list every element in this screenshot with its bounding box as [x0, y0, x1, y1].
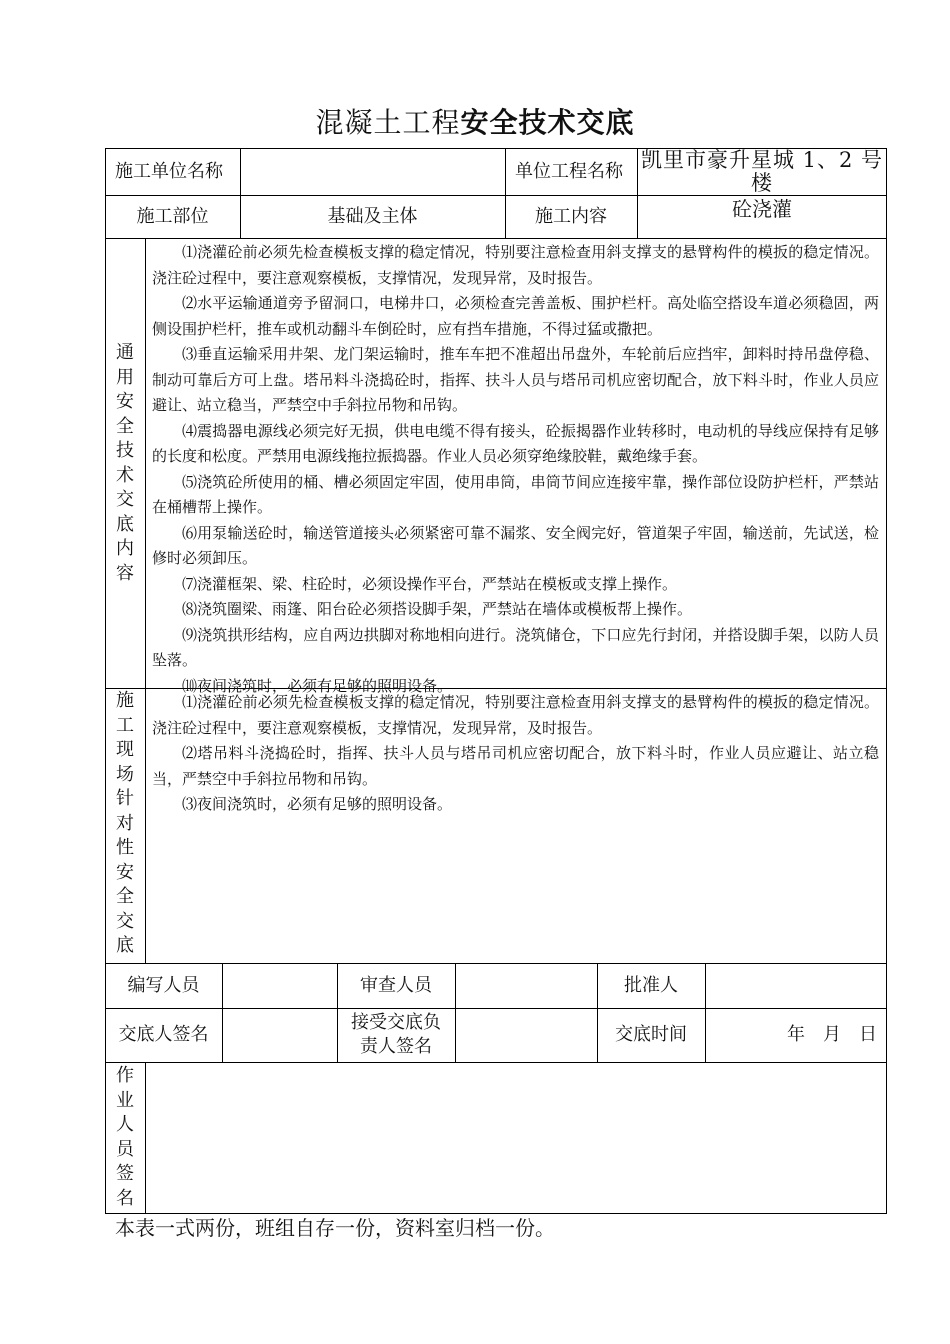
project-name-label: 单位工程名称	[515, 160, 623, 182]
col-divider	[637, 148, 638, 238]
footer-note: 本表一式两份，班组自存一份，资料室归档一份。	[115, 1216, 555, 1240]
paragraph: ⑹用泵输送砼时，输送管道接头必须紧密可靠不漏浆、安全阀完好，管道架子牢固，输送前，先试送，检修时必须卸压。	[152, 523, 879, 567]
paragraph: ⑼浇筑拱形结构，应自两边拱脚对称地相向进行。浇筑储仓，下口应先行封闭，并搭设脚手架，以防人员坠落。	[152, 625, 879, 669]
paragraph: ⑷震捣器电源线必须完好无损，供电电缆不得有接头，砼振揭器作业转移时，电动机的导线应保持有足够的长度和松度。严禁用电源线拖拉振捣器。作业人员必须穿绝缘胶鞋，戴绝缘手套。	[152, 421, 879, 465]
paragraph: ⑴浇灌砼前必须先检查模板支撑的稳定情况，特别要注意检查用斜支撑支的悬臂构件的模扳的稳定情况。浇注砼过程中，要注意观察模板，支撑情况，发现异常，及时报告。	[152, 243, 879, 287]
writer-label: 编写人员	[127, 974, 200, 996]
paragraph: ⑶垂直运输采用井架、龙门架运输时，推车车把不准超出吊盘外，车轮前后应挡牢，卸料时持吊盘停稳、制动可靠后方可上盘。塔吊料斗浇捣砼时，指挥、扶斗人员与塔吊司机应密切配合，放下料斗时，作业人员应避让、站立稳当，严禁空中手斜拉吊物和吊钩。	[152, 345, 879, 414]
workers-signature-area[interactable]	[146, 1063, 886, 1213]
paragraph: ⑵塔吊料斗浇捣砼时，指挥、扶斗人员与塔吊司机应密切配合，放下料斗时，作业人员应避让、站立稳当，严禁空中手斜拉吊物和吊钩。	[152, 744, 879, 788]
time-field[interactable]: 年 月 日	[787, 1024, 877, 1045]
paragraph: ⑶夜间浇筑时，必须有足够的照明设备。	[182, 795, 453, 813]
title-bold: 安全技术交底	[460, 106, 635, 139]
content-label: 施工内容	[535, 205, 607, 227]
paragraph: ⑴浇灌砼前必须先检查模板支撑的稳定情况，特别要注意检查用斜支撑支的悬臂构件的模扳的稳定情况。浇注砼过程中，要注意观察模板，支撑情况，发现异常，及时报告。	[152, 693, 879, 737]
col-divider	[145, 238, 146, 963]
paragraph: ⑻浇筑圈梁、雨篷、阳台砼必须搭设脚手架，严禁站在墙体或模板帮上操作。	[182, 600, 693, 618]
unit-name-field[interactable]	[240, 148, 505, 195]
site-section-label: 施 工 现 场 针 对 性 安 全 交 底	[116, 690, 134, 956]
unit-name-label: 施工单位名称	[115, 160, 223, 182]
receiver-signature-field[interactable]	[455, 1008, 597, 1062]
reviewer-label: 审查人员	[360, 974, 432, 996]
writer-field[interactable]	[222, 963, 337, 1008]
row-divider	[105, 238, 887, 239]
part-field[interactable]: 基础及主体	[327, 205, 418, 227]
workers-section-label: 作 业 人 员 签 名	[116, 1065, 134, 1209]
page-title	[0, 103, 950, 143]
approver-label: 批准人	[624, 974, 678, 996]
reviewer-field[interactable]	[455, 963, 597, 1008]
paragraph: ⑽夜间浇筑时，必须有足够的照明设备。	[182, 676, 453, 695]
approver-field[interactable]	[705, 963, 887, 1008]
general-section-content	[152, 240, 879, 699]
title-plain: 混凝土工程	[315, 106, 461, 139]
paragraph: ⑵水平运输通道旁予留洞口，电梯井口，必须检查完善盖板、围护栏杆。高处临空搭设车道必须稳固，两侧设围护栏杆，推车或机动翻斗车倒砼时，应有挡车措施，不得过猛或撒把。	[152, 294, 879, 338]
project-name-field[interactable]: 凯里市豪升星城 1、2 号楼	[640, 147, 884, 195]
time-label: 交底时间	[615, 1024, 687, 1045]
site-section-content	[152, 690, 879, 818]
part-label: 施工部位	[136, 205, 209, 227]
discloser-label: 交底人签名	[118, 1024, 209, 1045]
receiver-label: 接受交底负责人签名	[351, 1012, 441, 1057]
general-section-label: 通 用 安 全 技 术 交 底 内 容	[116, 342, 134, 584]
paragraph: ⑸浇筑砼所使用的桶、槽必须固定牢固，使用串筒，串筒节间应连接牢靠，操作部位设防护栏杆，严禁站在桶槽帮上操作。	[152, 472, 879, 516]
paragraph: ⑺浇灌框架、梁、柱砼时，必须设操作平台，严禁站在模板或支撑上操作。	[182, 574, 678, 593]
discloser-signature-field[interactable]	[222, 1008, 337, 1062]
content-field[interactable]: 砼浇灌	[732, 197, 792, 221]
